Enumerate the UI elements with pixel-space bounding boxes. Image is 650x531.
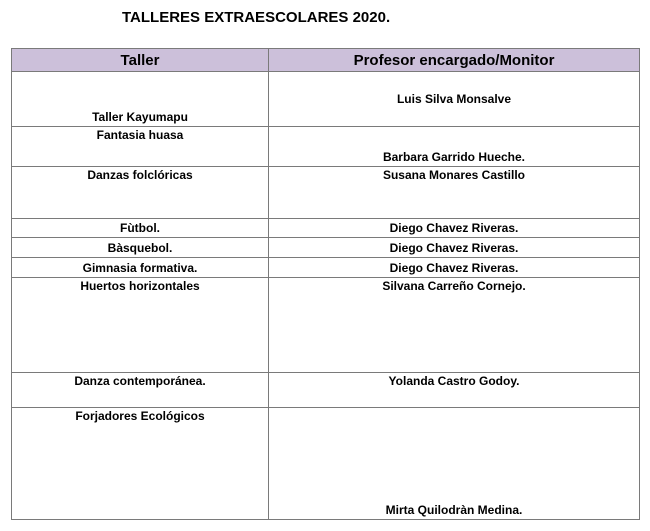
header-profesor: Profesor encargado/Monitor — [269, 49, 640, 72]
taller-cell: Forjadores Ecológicos — [12, 408, 269, 520]
profesor-cell: Barbara Garrido Hueche. — [269, 127, 640, 167]
taller-cell: Danzas folclóricas — [12, 167, 269, 219]
profesor-cell: Mirta Quilodràn Medina. — [269, 408, 640, 520]
taller-cell: Gimnasia formativa. — [12, 258, 269, 278]
taller-cell: Taller Kayumapu — [12, 72, 269, 127]
table-row — [12, 72, 640, 127]
table-row — [12, 219, 640, 238]
taller-cell: Huertos horizontales — [12, 278, 269, 373]
table-row — [12, 373, 640, 408]
table-row — [12, 408, 640, 520]
header-taller: Taller — [12, 49, 269, 72]
taller-cell: Fantasia huasa — [12, 127, 269, 167]
profesor-cell: Diego Chavez Riveras. — [269, 238, 640, 258]
talleres-table — [11, 48, 640, 520]
table-row — [12, 258, 640, 278]
profesor-cell: Diego Chavez Riveras. — [269, 219, 640, 238]
document-title: TALLERES EXTRAESCOLARES 2020. — [122, 9, 391, 26]
taller-cell: Danza contemporánea. — [12, 373, 269, 408]
table-row — [12, 278, 640, 373]
table-row — [12, 238, 640, 258]
profesor-cell: Yolanda Castro Godoy. — [269, 373, 640, 408]
taller-cell: Fùtbol. — [12, 219, 269, 238]
taller-cell: Bàsquebol. — [12, 238, 269, 258]
profesor-cell: Diego Chavez Riveras. — [269, 258, 640, 278]
profesor-cell: Luis Silva Monsalve — [269, 72, 640, 127]
profesor-cell: Silvana Carreño Cornejo. — [269, 278, 640, 373]
table-row — [12, 167, 640, 219]
profesor-cell: Susana Monares Castillo — [269, 167, 640, 219]
table-header-row — [12, 49, 640, 72]
table-row — [12, 127, 640, 167]
